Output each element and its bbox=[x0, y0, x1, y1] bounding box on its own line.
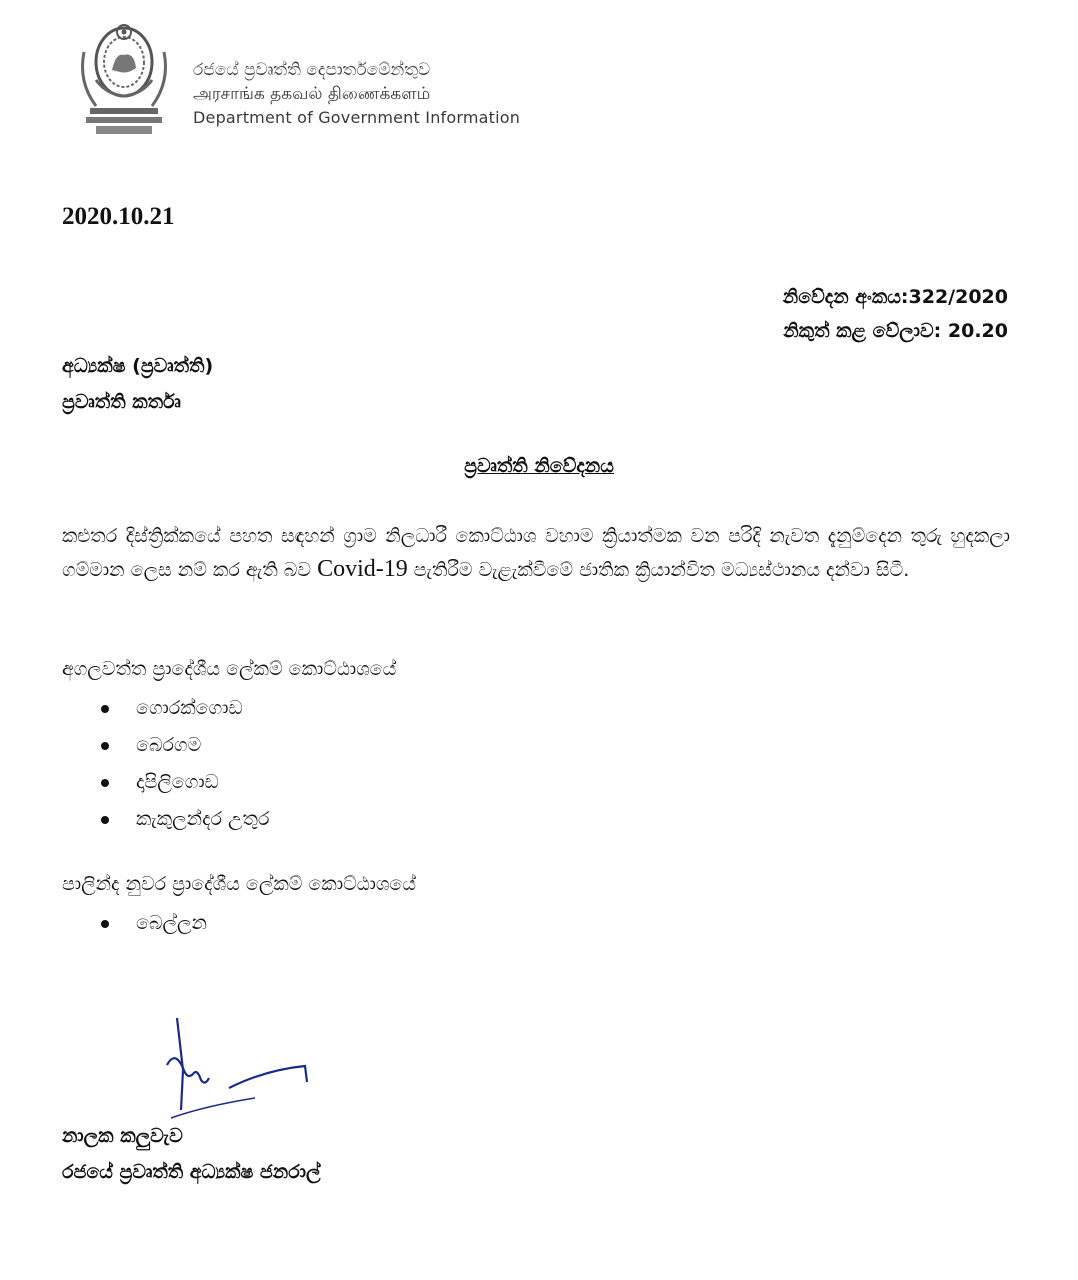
list-item: බෙරගම bbox=[98, 727, 269, 764]
body-text-covid: Covid-19 bbox=[317, 556, 408, 582]
section-title-agalawatta: අගලවත්ත ප්‍රාදේශීය ලේකම් කොට්ඨාශයේ bbox=[62, 658, 397, 680]
release-time: නිකුත් කළ වේලාව: 20.20 bbox=[783, 320, 1008, 342]
list-agalawatta bbox=[98, 690, 269, 838]
letterhead-sinhala: රජයේ ප්‍රවෘත්ති දෙපාර්තමේන්තුව bbox=[193, 60, 431, 80]
body-text-after: පැතිරීම වැළැක්වීමේ ජාතික ක්‍රියාන්විත මධ්‍යස්ථානය දන්වා සිටී. bbox=[407, 559, 910, 581]
list-item: බෙල්ලන bbox=[98, 905, 207, 942]
list-item: දාපිලිගොඩ bbox=[98, 764, 269, 801]
notice-number: නිවේදන අංකය:322/2020 bbox=[782, 286, 1008, 308]
press-release-heading: ප්‍රවෘත්ති නිවේදනය bbox=[464, 455, 614, 477]
signature bbox=[145, 1010, 325, 1120]
reference-block bbox=[783, 280, 1008, 348]
letter-date: 2020.10.21 bbox=[62, 203, 175, 230]
list-item: ගොරක්ගොඩ bbox=[98, 690, 269, 727]
sri-lanka-emblem bbox=[76, 22, 172, 138]
list-item: කැකුලන්දර උතුර bbox=[98, 801, 269, 838]
addressee-block bbox=[62, 348, 213, 420]
signatory-name: නාලක කලුවැව bbox=[62, 1125, 183, 1147]
signatory-block bbox=[62, 1118, 320, 1190]
body-text-before: කළුතර දිස්ත්‍රික්කයේ පහත සඳහන් ග්‍රාම නිලධාරී කොට්ඨාශ වහාම ක්‍රියාත්මක වන පරිදි නැවත දැනුම්දෙන තුරු හුදකලා ගම්මාන ලෙස නම් කර ඇති බව bbox=[62, 525, 1010, 581]
letterhead bbox=[193, 58, 520, 130]
addressee-line-2: ප්‍රවෘත්ති කර්තෘ bbox=[62, 391, 181, 413]
list-palindanuwara bbox=[98, 905, 207, 942]
section-title-palindanuwara: පාලින්ද නුවර ප්‍රාදේශීය ලේකම් කොට්ඨාශයේ bbox=[62, 873, 417, 895]
letterhead-tamil: அரசாங்க தகவல் திணைக்களம் bbox=[193, 84, 431, 104]
addressee-line-1: අධ්‍යක්ෂ (ප්‍රවෘත්ති) bbox=[62, 355, 214, 377]
body-paragraph bbox=[62, 520, 1010, 587]
signatory-title: රජයේ ප්‍රවෘත්ති අධ්‍යක්ෂ ජනරාල් bbox=[62, 1161, 321, 1183]
letterhead-english: Department of Government Information bbox=[193, 108, 521, 127]
